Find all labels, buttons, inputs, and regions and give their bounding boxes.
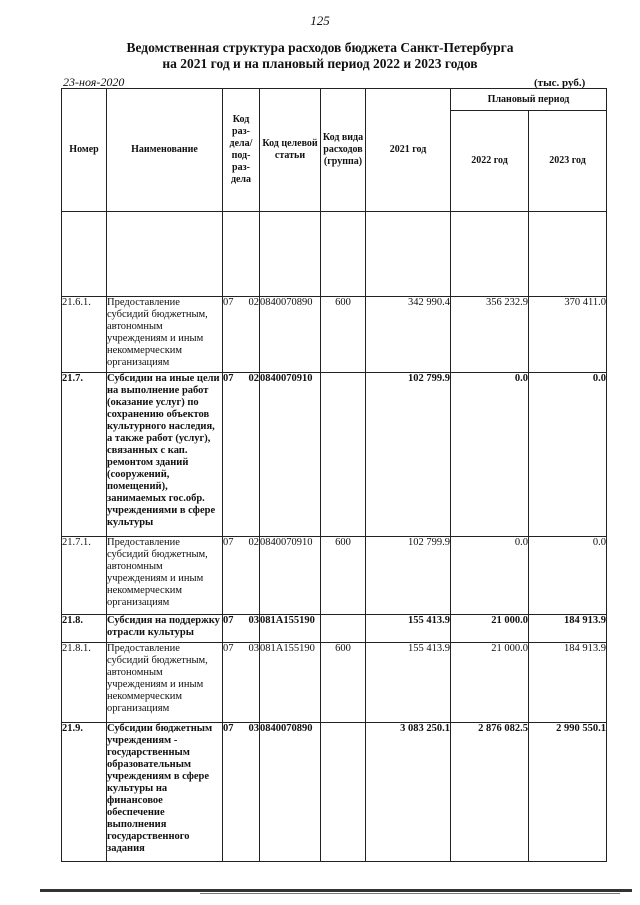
row-2023: 0.0 bbox=[529, 537, 607, 615]
row-2021: 102 799.9 bbox=[366, 537, 451, 615]
row-target: 0840070910 bbox=[260, 373, 321, 537]
row-group bbox=[321, 723, 366, 862]
row-number: 21.9. bbox=[62, 723, 107, 862]
section-code: 07 bbox=[223, 615, 234, 626]
row-2022: 21 000.0 bbox=[451, 643, 529, 723]
budget-table bbox=[61, 88, 607, 862]
table-row bbox=[62, 615, 607, 643]
table-row bbox=[62, 373, 607, 537]
row-2023: 0.0 bbox=[529, 373, 607, 537]
subsection-code: 03 bbox=[248, 723, 259, 734]
row-target: 0840070890 bbox=[260, 297, 321, 373]
row-name: Предоставление субсидий бюджетным, автономным учреждениям и иным некоммерческим организациям bbox=[107, 297, 223, 373]
row-number: 21.7.1. bbox=[62, 537, 107, 615]
row-target: 081A155190 bbox=[260, 643, 321, 723]
header-planned-period: Плановый период bbox=[451, 89, 607, 111]
row-group: 600 bbox=[321, 297, 366, 373]
header-name: Наименование bbox=[107, 89, 223, 212]
table-row bbox=[62, 537, 607, 615]
header-section: Код раз- дела/ под- раз- дела bbox=[223, 89, 260, 212]
section-code: 07 bbox=[223, 643, 234, 654]
row-section bbox=[223, 297, 260, 373]
row-group: 600 bbox=[321, 537, 366, 615]
row-2022: 0.0 bbox=[451, 373, 529, 537]
row-2022: 21 000.0 bbox=[451, 615, 529, 643]
table-row bbox=[62, 643, 607, 723]
document-title bbox=[0, 40, 640, 72]
row-target: 081A155190 bbox=[260, 615, 321, 643]
footer-rule bbox=[40, 889, 632, 892]
row-2023: 184 913.9 bbox=[529, 615, 607, 643]
subsection-code: 03 bbox=[248, 615, 259, 626]
blank-row bbox=[62, 212, 607, 297]
row-name: Субсидии на иные цели на выполнение работ (оказание услуг) по сохранению объектов культурного наследия, а также работ (услуг), связанных с кап. ремонтом зданий (сооружений, помещений), занимаемых гос.обр. учреждениями в сфере культуры bbox=[107, 373, 223, 537]
document-date: 23-ноя-2020 bbox=[63, 75, 125, 89]
table-row bbox=[62, 297, 607, 373]
row-2021: 3 083 250.1 bbox=[366, 723, 451, 862]
section-code: 07 bbox=[223, 373, 234, 384]
section-code: 07 bbox=[223, 723, 234, 734]
row-section bbox=[223, 373, 260, 537]
section-code: 07 bbox=[223, 537, 234, 548]
row-group: 600 bbox=[321, 643, 366, 723]
row-2022: 0.0 bbox=[451, 537, 529, 615]
header-number: Номер bbox=[62, 89, 107, 212]
row-group bbox=[321, 615, 366, 643]
row-section bbox=[223, 643, 260, 723]
row-section bbox=[223, 615, 260, 643]
header-2022: 2022 год bbox=[451, 111, 529, 212]
row-number: 21.7. bbox=[62, 373, 107, 537]
row-target: 0840070890 bbox=[260, 723, 321, 862]
header-group: Код вида расходов (группа) bbox=[321, 89, 366, 212]
units-label: (тыс. руб.) bbox=[534, 77, 586, 89]
header-2023: 2023 год bbox=[529, 111, 607, 212]
page-number: 125 bbox=[310, 13, 330, 28]
title-line-1: Ведомственная структура расходов бюджета Санкт-Петербурга bbox=[126, 40, 514, 55]
header-target: Код целевой статьи bbox=[260, 89, 321, 212]
row-2022: 2 876 082.5 bbox=[451, 723, 529, 862]
row-number: 21.6.1. bbox=[62, 297, 107, 373]
row-2021: 155 413.9 bbox=[366, 643, 451, 723]
subsection-code: 02 bbox=[248, 297, 259, 308]
row-target: 0840070910 bbox=[260, 537, 321, 615]
row-section bbox=[223, 537, 260, 615]
subsection-code: 03 bbox=[248, 643, 259, 654]
row-section bbox=[223, 723, 260, 862]
row-name: Субсидия на поддержку отрасли культуры bbox=[107, 615, 223, 643]
footer-rule-secondary bbox=[200, 893, 620, 894]
subsection-code: 02 bbox=[248, 537, 259, 548]
row-number: 21.8.1. bbox=[62, 643, 107, 723]
row-2023: 184 913.9 bbox=[529, 643, 607, 723]
row-2021: 102 799.9 bbox=[366, 373, 451, 537]
row-number: 21.8. bbox=[62, 615, 107, 643]
row-2023: 2 990 550.1 bbox=[529, 723, 607, 862]
row-2021: 342 990.4 bbox=[366, 297, 451, 373]
row-name: Субсидии бюджетным учреждениям - государственным образовательным учреждениям в сфере культуры на финансовое обеспечение выполнения государственного задания bbox=[107, 723, 223, 862]
row-name: Предоставление субсидий бюджетным, автономным учреждениям и иным некоммерческим организациям bbox=[107, 537, 223, 615]
row-group bbox=[321, 373, 366, 537]
row-2023: 370 411.0 bbox=[529, 297, 607, 373]
row-2022: 356 232.9 bbox=[451, 297, 529, 373]
section-code: 07 bbox=[223, 297, 234, 308]
row-2021: 155 413.9 bbox=[366, 615, 451, 643]
header-2021: 2021 год bbox=[366, 89, 451, 212]
title-line-2: на 2021 год и на плановый период 2022 и 2023 годов bbox=[162, 56, 478, 71]
subsection-code: 02 bbox=[248, 373, 259, 384]
table-row bbox=[62, 723, 607, 862]
row-name: Предоставление субсидий бюджетным, автономным учреждениям и иным некоммерческим организациям bbox=[107, 643, 223, 723]
